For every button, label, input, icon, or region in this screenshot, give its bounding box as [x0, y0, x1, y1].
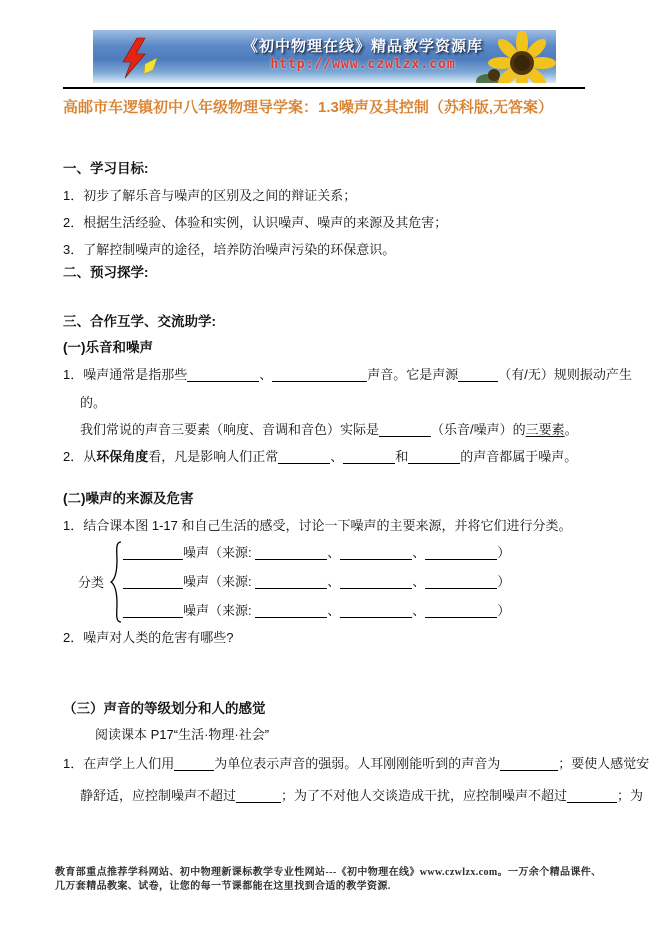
part2-question1: 1．结合课本图 1-17 和自己生活的感受，讨论一下噪声的主要来源，并将它们进行分类。: [63, 518, 572, 533]
fill-in-blank: [458, 367, 498, 382]
part2-question2: 2．噪声对人类的危害有哪些?: [63, 630, 234, 645]
text-segment: 1．在声学上人们用: [63, 756, 175, 771]
text-segment: 的声音都属于噪声。: [460, 449, 578, 464]
part3-question1-line1: [63, 755, 649, 772]
section-cooperate-heading: 三、合作互学、交流助学:: [63, 314, 216, 329]
text-segment: ；为了不对他人交谈造成干扰，应控制噪声不超过: [281, 788, 568, 803]
part3-question1-line2: [80, 787, 643, 804]
text-segment: 噪声（来源:: [183, 574, 252, 589]
part3-reading-note: 阅读课本 P17“生活·物理·社会”: [95, 727, 270, 742]
fill-in-blank: [340, 603, 412, 618]
text-segment: （乐音/噪声）的: [431, 422, 526, 437]
sunflower-icon: [470, 31, 556, 83]
fill-in-blank: [500, 756, 558, 771]
text-segment: 噪声（来源:: [183, 603, 252, 618]
banner-site-title: 《初中物理在线》精品教学资源库: [242, 39, 483, 55]
noise-classification-block: [78, 538, 510, 625]
part1-question2: [63, 448, 577, 465]
fill-in-blank: [567, 788, 617, 803]
text-segment: ）: [497, 603, 511, 618]
classify-row: [123, 567, 510, 596]
classify-row: [123, 596, 510, 625]
fill-in-blank: [272, 367, 367, 382]
fill-in-blank: [174, 756, 214, 771]
part3-heading: （三）声音的等级划分和人的感觉: [63, 701, 266, 716]
fill-in-blank: [343, 449, 395, 464]
text-segment: 静舒适，应控制噪声不超过: [80, 788, 237, 803]
classify-row: [123, 538, 510, 567]
fill-in-blank: [255, 603, 327, 618]
goal-item-3: 3．了解控制噪声的途径，培养防治噪声污染的环保意识。: [63, 242, 396, 257]
underlined-term: 三要素: [525, 422, 565, 437]
text-segment: 噪声（来源:: [183, 545, 252, 560]
text-segment: 看，凡是影响人们正常: [148, 449, 279, 464]
site-banner[interactable]: [93, 30, 556, 83]
text-segment: 、: [412, 545, 426, 560]
text-segment: ）: [497, 545, 511, 560]
text-segment: 为单位表示声音的强弱。人耳刚刚能听到的声音为: [214, 756, 501, 771]
text-segment: 、: [330, 449, 344, 464]
text-segment: 和: [395, 449, 409, 464]
left-brace-icon: [109, 540, 123, 624]
footer-promo-line2: 几万套精品教案、试卷，让您的每一节课都能在这里找到合适的教学资源.: [55, 881, 391, 892]
document-title: 高邮市车逻镇初中八年级物理导学案：1.3噪声及其控制（苏科版,无答案）: [63, 99, 554, 116]
text-segment: 、: [412, 574, 426, 589]
fill-in-blank: [236, 788, 281, 803]
classify-label: 分类: [78, 575, 105, 590]
banner-site-url[interactable]: http://www.czwlzx.com: [270, 57, 456, 72]
section-goals-heading: 一、学习目标:: [63, 161, 149, 176]
text-segment: ；为: [617, 788, 644, 803]
section-preview-heading: 二、预习探学:: [63, 265, 149, 280]
part1-question1-line3: [80, 421, 578, 438]
goal-item-2: 2．根据生活经验、体验和实例，认识噪声、噪声的来源及其危害；: [63, 215, 448, 230]
fill-in-blank: [425, 545, 497, 560]
text-segment: 、: [327, 603, 341, 618]
fill-in-blank: [379, 422, 431, 437]
text-segment: 、: [259, 367, 273, 382]
fill-in-blank: [187, 367, 259, 382]
fill-in-blank: [408, 449, 460, 464]
fill-in-blank: [255, 574, 327, 589]
part1-question1-line2: 的。: [80, 395, 107, 410]
lightning-logo-icon: [115, 36, 159, 80]
fill-in-blank: [278, 449, 330, 464]
goal-item-1: 1．初步了解乐音与噪声的区别及之间的辩证关系；: [63, 188, 357, 203]
divider-line: [63, 87, 585, 89]
text-segment: 、: [327, 574, 341, 589]
fill-in-blank: [425, 574, 497, 589]
part1-question1-line1: [63, 366, 632, 383]
fill-in-blank: [123, 545, 183, 560]
fill-in-blank: [340, 574, 412, 589]
text-segment: 2．从: [63, 449, 97, 464]
text-segment: 、: [327, 545, 341, 560]
text-segment: 。: [564, 422, 578, 437]
fill-in-blank: [425, 603, 497, 618]
text-segment: 1．噪声通常是指那些: [63, 367, 188, 382]
fill-in-blank: [255, 545, 327, 560]
text-segment: 、: [412, 603, 426, 618]
text-segment: 我们常说的声音三要素（响度、音调和音色）实际是: [80, 422, 380, 437]
footer-promo-line1: 教育部重点推荐学科网站、初中物理新课标教学专业性网站---《初中物理在线》www.czwlzx.com。一万余个精品课件、: [55, 867, 602, 878]
fill-in-blank: [123, 574, 183, 589]
classify-rows: [123, 538, 510, 625]
text-segment: ）: [497, 574, 511, 589]
part1-heading: (一)乐音和噪声: [63, 340, 153, 355]
banner-text-block: [213, 35, 513, 72]
text-segment: ；要使人感觉安: [558, 756, 650, 771]
fill-in-blank: [123, 603, 183, 618]
text-segment: （有/无）规则振动产生: [498, 367, 632, 382]
text-segment: 声音。它是声源: [367, 367, 459, 382]
fill-in-blank: [340, 545, 412, 560]
bold-term: 环保角度: [96, 449, 149, 464]
part2-heading: (二)噪声的来源及危害: [63, 491, 194, 506]
